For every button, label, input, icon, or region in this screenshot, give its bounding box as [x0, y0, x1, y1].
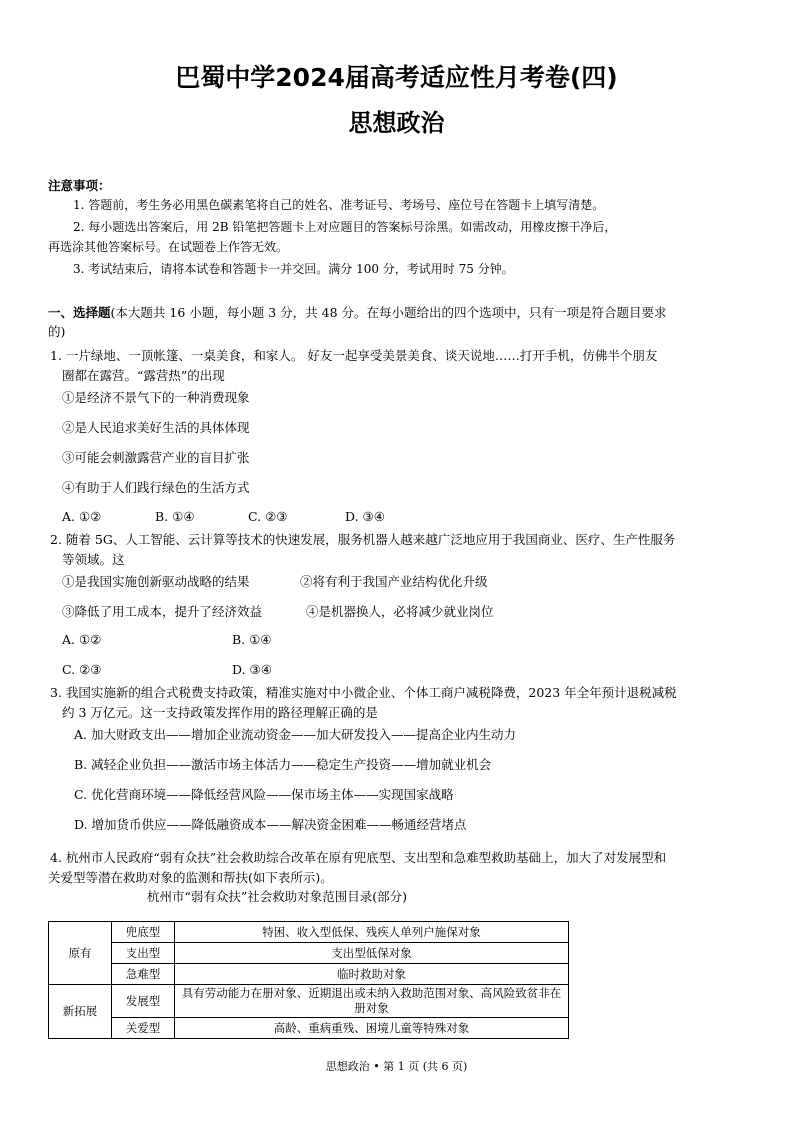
notice-heading: 注意事项： [48, 178, 111, 193]
row-type: 急难型 [112, 964, 175, 985]
q1-choice-c: C. ②③ [248, 509, 288, 524]
row-desc: 支出型低保对象 [175, 943, 569, 964]
q2-item-4: ④是机器换人，必将减少就业岗位 [306, 604, 494, 619]
row-type: 关爱型 [112, 1018, 175, 1039]
row-desc: 具有劳动能力在册对象、近期退出或未纳入救助范围对象、高风险致贫非在册对象 [175, 985, 569, 1018]
row-desc: 临时救助对象 [175, 964, 569, 985]
q1-choice-b: B. ①④ [155, 509, 195, 524]
table-row [49, 943, 569, 964]
q2-item-2: ②将有利于我国产业结构优化升级 [300, 574, 488, 589]
notice-item-1: 1. 答题前，考生务必用黑色碳素笔将自己的姓名、准考证号、考场号、座位号在答题卡上填写清楚。 [73, 198, 605, 212]
q4-stem: 4. 杭州市人民政府“弱有众扶”社会救助综合改革在原有兜底型、支出型和急难型救助基础上，加大了对发展型和 [50, 850, 667, 865]
row-type: 发展型 [112, 985, 175, 1018]
row-desc: 特困、收入型低保、残疾人单列户施保对象 [175, 922, 569, 943]
q3-choice-c: C. 优化营商环境——降低经营风险——保市场主体——实现国家战略 [74, 787, 454, 802]
q2-item-1: ①是我国实施创新驱动战略的结果 [62, 574, 250, 589]
q1-item-1: ①是经济不景气下的一种消费现象 [62, 390, 250, 405]
q1-stem-cont: 圈都在露营。“露营热”的出现 [62, 368, 225, 383]
q1-choice-d: D. ③④ [345, 509, 385, 524]
section-label: 一、选择题 [48, 305, 111, 320]
notice-item-2: 2. 每小题选出答案后，用 2B 铅笔把答题卡上对应题目的答案标号涂黑。如需改动，用橡皮擦干净后， [73, 220, 617, 234]
q1-item-4: ④有助于人们践行绿色的生活方式 [62, 480, 250, 495]
q4-stem-cont: 关爱型等潜在救助对象的监测和帮扶(如下表所示)。 [48, 870, 333, 885]
group-original: 原有 [49, 922, 112, 985]
q3-stem-cont: 约 3 万亿元。这一支持政策发挥作用的路径理解正确的是 [62, 705, 378, 720]
table-row [49, 985, 569, 1018]
exam-title: 巴蜀中学2024届高考适应性月考卷(四) [175, 63, 618, 92]
row-type: 支出型 [112, 943, 175, 964]
table-row [49, 964, 569, 985]
q3-choice-b: B. 减轻企业负担——激活市场主体活力——稳定生产投资——增加就业机会 [74, 757, 492, 772]
section-header [48, 303, 667, 321]
section-desc-cont: 的) [48, 324, 66, 339]
subject-title: 思想政治 [348, 109, 445, 137]
q1-item-2: ②是人民追求美好生活的具体体现 [62, 420, 250, 435]
table-row [49, 922, 569, 943]
q2-choice-c: C. ②③ [62, 662, 102, 677]
assistance-table [48, 921, 569, 1039]
page-footer: 思想政治 • 第 1 页 (共 6 页) [325, 1060, 468, 1073]
table-row [49, 1018, 569, 1039]
q1-item-3: ③可能会刺激露营产业的盲目扩张 [62, 450, 250, 465]
q2-stem-cont: 等领域。这 [62, 552, 125, 567]
row-desc: 高龄、重病重残、困境儿童等特殊对象 [175, 1018, 569, 1039]
q2-item-3: ③降低了用工成本，提升了经济效益 [62, 604, 263, 619]
q1-choice-a: A. ①② [62, 509, 102, 524]
q3-choice-d: D. 增加货币供应——降低融资成本——解决资金困难——畅通经营堵点 [74, 817, 467, 832]
q1-stem: 1. 一片绿地、一顶帐篷、一桌美食，和家人。 好友一起享受美景美食、谈天说地……打开手机，仿佛半个朋友 [50, 348, 658, 363]
q3-choice-a: A. 加大财政支出——增加企业流动资金——加大研发投入——提高企业内生动力 [74, 727, 516, 742]
q3-stem: 3. 我国实施新的组合式税费支持政策，精准实施对中小微企业、个体工商户减税降费，2023 年全年预计退税减税 [50, 685, 677, 700]
q2-choice-d: D. ③④ [232, 662, 272, 677]
notice-item-2-cont: 再选涂其他答案标号。在试题卷上作答无效。 [48, 240, 289, 254]
group-new: 新拓展 [49, 985, 112, 1039]
row-type: 兜底型 [112, 922, 175, 943]
section-desc: (本大题共 16 小题，每小题 3 分，共 48 分。在每小题给出的四个选项中，只有一项是符合题目要求 [110, 305, 667, 320]
table-caption: 杭州市“弱有众扶”社会救助对象范围目录(部分) [147, 889, 408, 904]
q2-choice-b: B. ①④ [232, 632, 272, 647]
notice-item-3: 3. 考试结束后，请将本试卷和答题卡一并交回。满分 100 分，考试用时 75 分钟。 [73, 262, 514, 276]
q2-stem: 2. 随着 5G、人工智能、云计算等技术的快速发展，服务机器人越来越广泛地应用于我国商业、医疗、生产性服务 [50, 532, 676, 547]
q2-choice-a: A. ①② [62, 632, 102, 647]
